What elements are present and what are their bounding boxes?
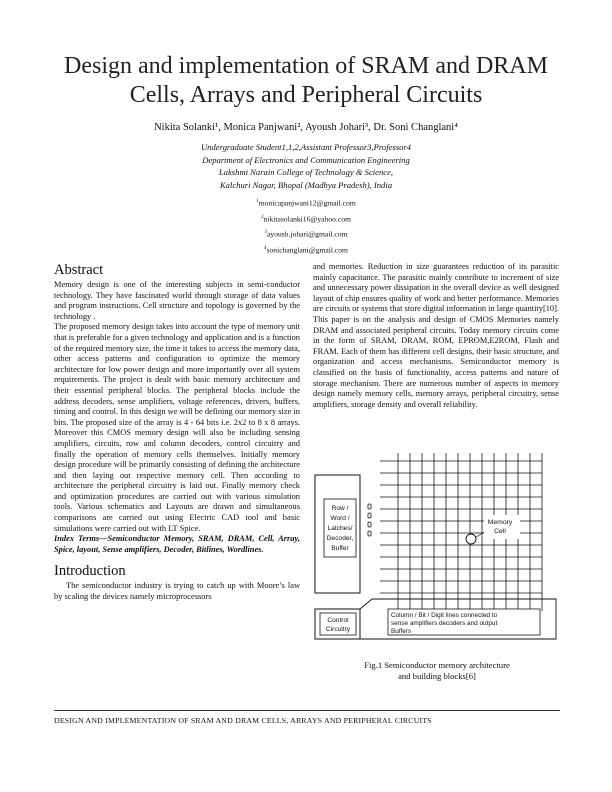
memory-cell-marker — [466, 534, 476, 544]
column-block-label: Column / Bit / Digit lines connected to — [391, 612, 498, 619]
abstract-paragraph: The proposed memory design takes into account the type of memory unit that is preferable for a given technology and application and is a function of the required memory size, the time it takes to access the memory data, other access patterns and configuration to optimize the memory architecture for low power design and more importantly over all system requirements. The project is dealt with basic memory architecture and their essential peripheral blocks. The peripheral blocks include the address decoders, sense amplifiers, voltage references, drivers, buffers, timing and control. In this design we will be defining our memory size in bits. The proposed size of the array is 4 - 64 bits i.e. 2x2 to 8 x 8 arrays. Moreover this CMOS memory design will also be including sensing amplifiers, circuits, row and column decoders, control circuitry and finally the operation of memory cells themselves. Initially memory design procedure will be primarily consisting of defining the architecture and then laying out respective memory cell. Then according to architecture the peripheral circuitry is laid out. Finally memory check and optimization procedures are carried out with various simulation tools. Various schematics and Layouts are drawn and simultaneous comparisons are carried out using Electric CAD tool and basic simulations were carried out with LT Spice. — [54, 322, 300, 533]
author-list: Nikita Solanki¹, Monica Panjwani², Ayoush Johari³, Dr. Soni Changlani⁴ — [154, 122, 458, 133]
row-block-label: Decoder, — [326, 535, 354, 542]
email-item[interactable]: $^2$nikitasolanki16@yahoo.com — [261, 214, 351, 224]
index-terms-text: —Semiconductor Memory, SRAM, DRAM, Cell, Array, Spice, layout, Sense amplifiers, Decoder, Bitlines, Wordlines. — [54, 534, 300, 554]
row-block-label: Latches/ — [327, 525, 353, 532]
row-block-label: Buffer — [331, 545, 349, 552]
left-column — [54, 262, 300, 603]
email-list — [40, 195, 572, 257]
affiliation-department: Department of Electronics and Communication Engineering — [202, 154, 410, 165]
memory-cell-label: Memory — [487, 519, 513, 526]
introduction-paragraph: The semiconductor industry is trying to catch up with Moore’s law by scaling the devices namely microprocessors — [54, 581, 300, 602]
row-block-label: Word / — [330, 515, 350, 522]
control-block-label: Control — [327, 617, 349, 624]
abstract-heading: Abstract — [54, 262, 104, 278]
affiliation-address: Kalchuri Nagar, Bhopal (Madhya Pradesh), India — [219, 179, 393, 190]
affiliation — [40, 141, 572, 191]
column-block-label: Buffers — [391, 628, 412, 635]
index-terms-label: Index Terms — [54, 534, 100, 544]
abstract-paragraph: Memory design is one of the interesting subjects in semi-conductor technology. They have fascinated world through storage of data values and program instructions. Cell structure and topology is governed by the technology . — [54, 280, 300, 321]
affiliation-roles: Undergraduate Student1,1,2,Assistant Professor3,Professor4 — [200, 142, 412, 152]
body-paragraph: and memories. Reduction in size guarantees reduction of its parasitic mainly capacitance. The parasitic mainly contribute to increment of size and unnecessary power dissipation in the overall device as well designed layout of chip ensures quality of work and better performance. Memories are circuits or systems that store digital information in large quantity[10]. This paper is on the analysis and design of CMOS Memories namely DRAM and associated peripheral circuits. Today memory circuits come in the form of SRAM, DRAM, ROM, EPROM,E2ROM, Flash and FRAM. Each of them has different cell designs, their basic structure, and organization and access mechanisms. Semiconductor memory is classified on the basis of functionality, access patterns and nature of storage mechanism. There are numerous number of aspects in memory design namely memory cells, memory arrays, peripheral circuitry, sense amplifiers, storage density and overall reliability. — [313, 262, 559, 409]
memory-architecture-figure — [312, 453, 562, 658]
control-block-label: Circuitry — [325, 626, 351, 633]
right-column — [313, 262, 559, 410]
email-item[interactable]: $^1$monicapanjwani12@gmail.com — [256, 198, 356, 208]
column-block-label: sense amplifiers decoders and output — [391, 620, 498, 627]
paper-title: Design and implementation of SRAM and DRAM Cells, Arrays and Peripheral Circuits — [64, 53, 548, 108]
figure-caption: Fig.1 Semiconductor memory architecture and building blocks[6] — [364, 660, 510, 681]
introduction-heading: Introduction — [54, 563, 126, 580]
running-footer: DESIGN AND IMPLEMENTATION OF SRAM AND DRAM CELLS, ARRAYS AND PERIPHERAL CIRCUITS — [54, 716, 432, 725]
affiliation-college: Lakshmi Narain College of Technology & Science, — [218, 167, 394, 177]
email-item[interactable]: $^3$ayoush.johari@gmail.com — [264, 229, 348, 239]
email-item[interactable]: $^4$sonichanglani@gmail.com — [264, 245, 348, 255]
index-terms — [54, 534, 300, 555]
row-block-label: Row / — [331, 505, 349, 512]
memory-cell-label: Cell — [494, 528, 506, 535]
footer-divider — [54, 710, 560, 711]
